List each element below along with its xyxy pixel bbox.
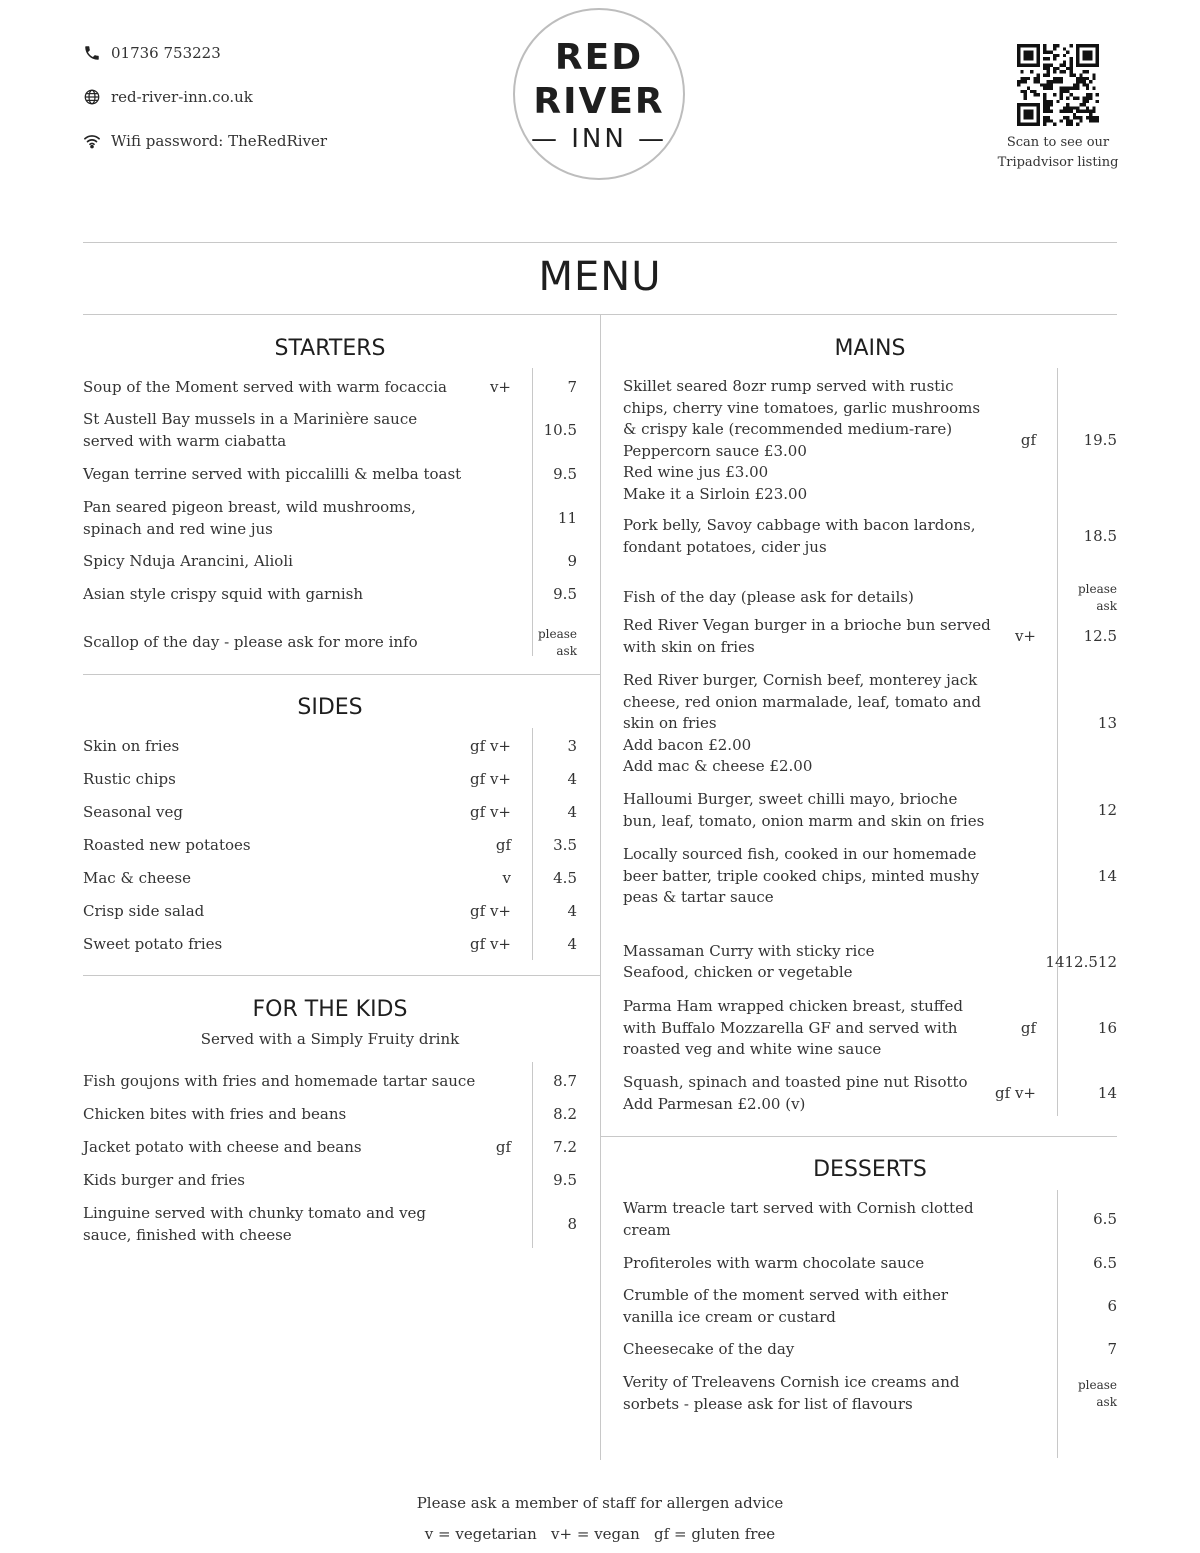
item-description-line: Warm treacle tart served with Cornish clotted <box>623 1199 974 1217</box>
divider <box>83 975 600 976</box>
menu-item <box>83 835 577 857</box>
item-price-line: please <box>1077 1377 1117 1392</box>
menu-item <box>83 464 577 486</box>
item-description-line: Rustic chips <box>83 770 176 788</box>
item-description <box>623 1253 924 1275</box>
menu-item <box>83 1170 577 1192</box>
menu-item <box>83 868 577 890</box>
item-description <box>83 1104 346 1126</box>
dietary-tag: gf <box>495 1138 511 1156</box>
item-price: 7 <box>567 378 577 396</box>
item-description <box>83 1071 475 1093</box>
dietary-tag: v+ <box>489 378 511 396</box>
menu-item <box>83 377 577 399</box>
item-description <box>623 844 979 909</box>
phone-number[interactable]: 01736 753223 <box>111 44 221 62</box>
dietary-tag: gf <box>495 836 511 854</box>
item-description <box>623 670 981 778</box>
item-description-line: Seasonal veg <box>83 803 183 821</box>
menu-item <box>83 1203 577 1246</box>
item-description-line: Chicken bites with fries and beans <box>83 1105 347 1123</box>
menu-item <box>623 789 1117 832</box>
menu-item <box>83 584 577 606</box>
item-price: 4 <box>567 770 577 788</box>
item-description <box>623 376 980 505</box>
item-price-line: 14 <box>1045 952 1065 971</box>
menu-item <box>83 736 577 758</box>
item-description-line: roasted veg and white wine sauce <box>623 1040 882 1058</box>
item-description <box>83 409 417 452</box>
desserts-title: DESSERTS <box>813 1157 927 1182</box>
item-description <box>83 632 418 654</box>
item-description-line: vanilla ice cream or custard <box>623 1307 836 1326</box>
item-description-line: Make it a Sirloin £23.00 <box>623 484 808 503</box>
item-description-line: Linguine served with chunky tomato and veg <box>83 1204 427 1222</box>
qr-caption <box>990 133 1126 173</box>
item-description <box>623 1372 959 1415</box>
item-description <box>623 1198 974 1241</box>
dietary-key: v = vegetarian v+ = vegan gf = gluten free <box>424 1525 776 1543</box>
item-description-line: Scallop of the day - please ask for more info <box>83 632 418 651</box>
item-description-line: Jacket potato with cheese and beans <box>83 1138 362 1156</box>
menu-item <box>623 576 1117 619</box>
dietary-tag: v <box>502 869 511 887</box>
dietary-tag: gf <box>1020 1018 1036 1037</box>
item-description <box>83 868 191 890</box>
mains-title: MAINS <box>834 336 906 361</box>
logo <box>513 8 685 180</box>
dietary-tag: gf v+ <box>995 1083 1036 1102</box>
item-description-line: sorbets - please ask for list of flavours <box>623 1394 913 1413</box>
item-description-line: Fish goujons with fries and homemade tartar sauce <box>83 1072 476 1090</box>
item-description-line: Mac & cheese <box>83 869 191 887</box>
starters-title: STARTERS <box>274 336 386 361</box>
item-price: 9 <box>567 552 577 570</box>
item-description-line: Roasted new potatoes <box>83 836 251 854</box>
website-link[interactable]: red-river-inn.co.uk <box>111 88 253 106</box>
item-description-line: Red wine jus £3.00 <box>623 463 769 481</box>
menu-item <box>623 1072 1117 1115</box>
item-description <box>83 1203 426 1246</box>
item-description-line: Squash, spinach and toasted pine nut Risotto <box>623 1073 968 1091</box>
menu-item <box>623 1339 1117 1361</box>
website-contact <box>83 88 253 106</box>
menu-item <box>83 934 577 956</box>
item-description-line: cream <box>623 1220 671 1239</box>
item-price: 4 <box>567 935 577 953</box>
menu-item <box>83 901 577 923</box>
item-description-line: Pork belly, Savoy cabbage with bacon lardons, <box>623 516 976 534</box>
item-description-line: Add mac & cheese £2.00 <box>623 757 813 775</box>
item-description <box>83 1137 362 1159</box>
item-price: 3.5 <box>553 836 577 854</box>
item-price: 14 <box>1097 866 1117 885</box>
divider <box>600 1136 1117 1137</box>
item-description <box>83 934 222 956</box>
item-description <box>623 615 991 658</box>
item-price: 9.5 <box>553 585 577 603</box>
item-description <box>83 802 183 824</box>
menu-item <box>83 769 577 791</box>
item-price-line: ask <box>1096 598 1117 613</box>
item-description-line: peas & tartar sauce <box>623 888 774 906</box>
item-description <box>623 941 875 984</box>
item-description-line: Peppercorn sauce £3.00 <box>623 441 807 460</box>
item-description-line: Fish of the day (please ask for details) <box>623 587 914 606</box>
item-description-line: Crisp side salad <box>83 902 205 920</box>
item-description <box>83 1170 245 1192</box>
page-title: MENU <box>538 254 662 300</box>
item-description-line: bun, leaf, tomato, onion marm and skin on fries <box>623 811 985 830</box>
item-description-line: Red River burger, Cornish beef, monterey jack <box>623 671 978 689</box>
dietary-tag: gf v+ <box>470 803 511 821</box>
item-price-line: ask <box>1096 1394 1117 1409</box>
item-price-line: 12.5 <box>1064 952 1098 971</box>
item-description <box>83 835 251 857</box>
item-price: 6.5 <box>1093 1254 1117 1272</box>
item-description-line: Add bacon £2.00 <box>623 735 752 754</box>
item-description-line: St Austell Bay mussels in a Marinière sauce <box>83 410 418 428</box>
item-description <box>623 515 976 558</box>
item-price: 9.5 <box>553 465 577 483</box>
item-description-line: spinach and red wine jus <box>83 519 273 538</box>
item-description <box>83 584 363 606</box>
item-price: 12.5 <box>1083 626 1117 645</box>
item-price-line: please <box>537 626 577 641</box>
item-price: 18.5 <box>1083 526 1117 545</box>
kids-subtitle: Served with a Simply Fruity drink <box>200 1030 460 1048</box>
phone-icon <box>83 44 101 62</box>
item-price: 4.5 <box>553 869 577 887</box>
item-description-line: Kids burger and fries <box>83 1171 245 1189</box>
item-price-line: please <box>1077 581 1117 596</box>
item-price: 16 <box>1097 1018 1117 1037</box>
item-description-line: Asian style crispy squid with garnish <box>83 585 364 603</box>
item-description-line: beer batter, triple cooked chips, minted mushy <box>623 866 980 885</box>
item-description <box>623 1072 968 1115</box>
item-price: 4 <box>567 902 577 920</box>
globe-icon <box>83 88 101 106</box>
item-description-line: Spicy Nduja Arancini, Alioli <box>83 552 293 570</box>
item-description <box>83 901 204 923</box>
item-description-line: Profiteroles with warm chocolate sauce <box>623 1254 925 1272</box>
kids-title: FOR THE KIDS <box>252 997 408 1022</box>
item-description <box>83 551 293 573</box>
dietary-tag: gf v+ <box>470 770 511 788</box>
menu-item <box>83 1104 577 1126</box>
logo-line-1: RED <box>554 37 644 78</box>
item-price: 14 <box>1097 1083 1117 1102</box>
item-description <box>623 789 984 832</box>
allergen-note: Please ask a member of staff for allergen advice <box>416 1494 784 1512</box>
item-description-line: Pan seared pigeon breast, wild mushrooms, <box>83 498 416 516</box>
qr-code-icon[interactable] <box>1017 44 1099 126</box>
item-description <box>83 769 176 791</box>
item-description <box>623 996 963 1061</box>
dietary-tag: gf v+ <box>470 935 511 953</box>
item-description-line: Add Parmesan £2.00 (v) <box>623 1094 806 1113</box>
item-description-line: Skin on fries <box>83 737 180 755</box>
logo-line-3: — INN — <box>530 124 668 154</box>
menu-item <box>623 376 1117 505</box>
item-price: 6 <box>1107 1296 1117 1315</box>
item-description-line: Soup of the Moment served with warm focaccia <box>83 378 447 396</box>
item-price-line: 12 <box>1097 952 1117 971</box>
item-price: 8 <box>567 1214 577 1233</box>
item-description-line: chips, cherry vine tomatoes, garlic mushrooms <box>623 398 981 417</box>
item-description-line: Red River Vegan burger in a brioche bun served <box>623 616 991 634</box>
menu-item <box>83 497 577 540</box>
item-price: 13 <box>1097 714 1117 732</box>
dietary-tag: gf <box>1020 430 1036 449</box>
wifi-info <box>83 132 327 150</box>
item-price: 11 <box>557 508 577 527</box>
column-divider <box>600 314 601 1460</box>
wifi-icon <box>83 132 101 150</box>
menu-item <box>83 802 577 824</box>
item-description-line: Vegan terrine served with piccalilli & melba toast <box>83 465 462 483</box>
item-description-line: & crispy kale (recommended medium-rare) <box>623 420 953 438</box>
item-price: 7.2 <box>553 1138 577 1156</box>
menu-item <box>623 930 1117 995</box>
item-price: 8.7 <box>553 1072 577 1090</box>
item-price-line: ask <box>556 643 577 658</box>
item-description <box>83 736 179 758</box>
item-description-line: Sweet potato fries <box>83 935 223 953</box>
item-price: 6.5 <box>1093 1209 1117 1228</box>
item-description-line: Locally sourced fish, cooked in our homemade <box>623 845 977 863</box>
item-price <box>1078 581 1117 615</box>
divider <box>83 242 1117 243</box>
dietary-tag: gf v+ <box>470 737 511 755</box>
item-price: 19.5 <box>1083 430 1117 449</box>
logo-line-2: RIVER <box>533 81 665 122</box>
item-description-line: with skin on fries <box>623 637 755 656</box>
menu-item <box>623 1285 1117 1328</box>
dietary-tag: v+ <box>1014 626 1036 645</box>
item-description <box>83 464 461 486</box>
menu-item <box>83 409 577 452</box>
item-price: 4 <box>567 803 577 821</box>
dietary-tag: gf v+ <box>470 902 511 920</box>
item-price: 10.5 <box>543 420 577 439</box>
menu-item <box>623 670 1117 778</box>
menu-item <box>83 1071 577 1093</box>
item-description-line: cheese, red onion marmalade, leaf, tomato and <box>623 692 981 711</box>
item-description-line: skin on fries <box>623 714 717 732</box>
item-description-line: Halloumi Burger, sweet chilli mayo, brioche <box>623 790 958 808</box>
item-price: 3 <box>567 737 577 755</box>
divider <box>83 674 600 675</box>
menu-item <box>83 621 577 664</box>
item-price: 8.2 <box>553 1105 577 1123</box>
item-description-line: Cheesecake of the day <box>623 1340 795 1358</box>
item-description-line: Seafood, chicken or vegetable <box>623 963 853 982</box>
menu-item <box>83 551 577 573</box>
wifi-password: Wifi password: TheRedRiver <box>111 132 328 150</box>
item-description <box>83 377 447 399</box>
qr-caption-line: Tripadvisor listing <box>997 155 1119 170</box>
item-description-line: Skillet seared 8ozr rump served with rustic <box>623 377 954 395</box>
item-description <box>83 497 416 540</box>
item-description-line: Parma Ham wrapped chicken breast, stuffed <box>623 997 963 1015</box>
menu-item <box>83 1137 577 1159</box>
item-price <box>1078 1377 1117 1411</box>
menu-item <box>623 844 1117 909</box>
item-description-line: served with warm ciabatta <box>83 431 287 450</box>
item-description <box>623 1285 948 1328</box>
item-price <box>538 626 577 660</box>
menu-item <box>623 515 1117 558</box>
item-description-line: Verity of Treleavens Cornish ice creams and <box>623 1373 960 1391</box>
item-price: 7 <box>1107 1340 1117 1358</box>
item-price: 9.5 <box>553 1171 577 1189</box>
item-description <box>623 1339 794 1361</box>
sides-title: SIDES <box>297 695 363 720</box>
item-description-line: Crumble of the moment served with either <box>623 1286 949 1304</box>
phone-contact <box>83 44 221 62</box>
menu-item <box>623 615 1117 658</box>
item-price <box>1045 952 1117 974</box>
item-price: 12 <box>1097 800 1117 819</box>
item-description-line: with Buffalo Mozzarella GF and served with <box>623 1018 958 1037</box>
item-description-line: Massaman Curry with sticky rice <box>623 941 875 960</box>
menu-item <box>623 1198 1117 1241</box>
item-description-line: fondant potatoes, cider jus <box>623 537 827 556</box>
menu-item <box>623 1253 1117 1275</box>
item-description <box>623 587 914 609</box>
qr-caption-line: Scan to see our <box>1006 135 1110 150</box>
menu-item <box>623 1372 1117 1415</box>
item-description-line: sauce, finished with cheese <box>83 1225 292 1244</box>
menu-item <box>623 996 1117 1061</box>
